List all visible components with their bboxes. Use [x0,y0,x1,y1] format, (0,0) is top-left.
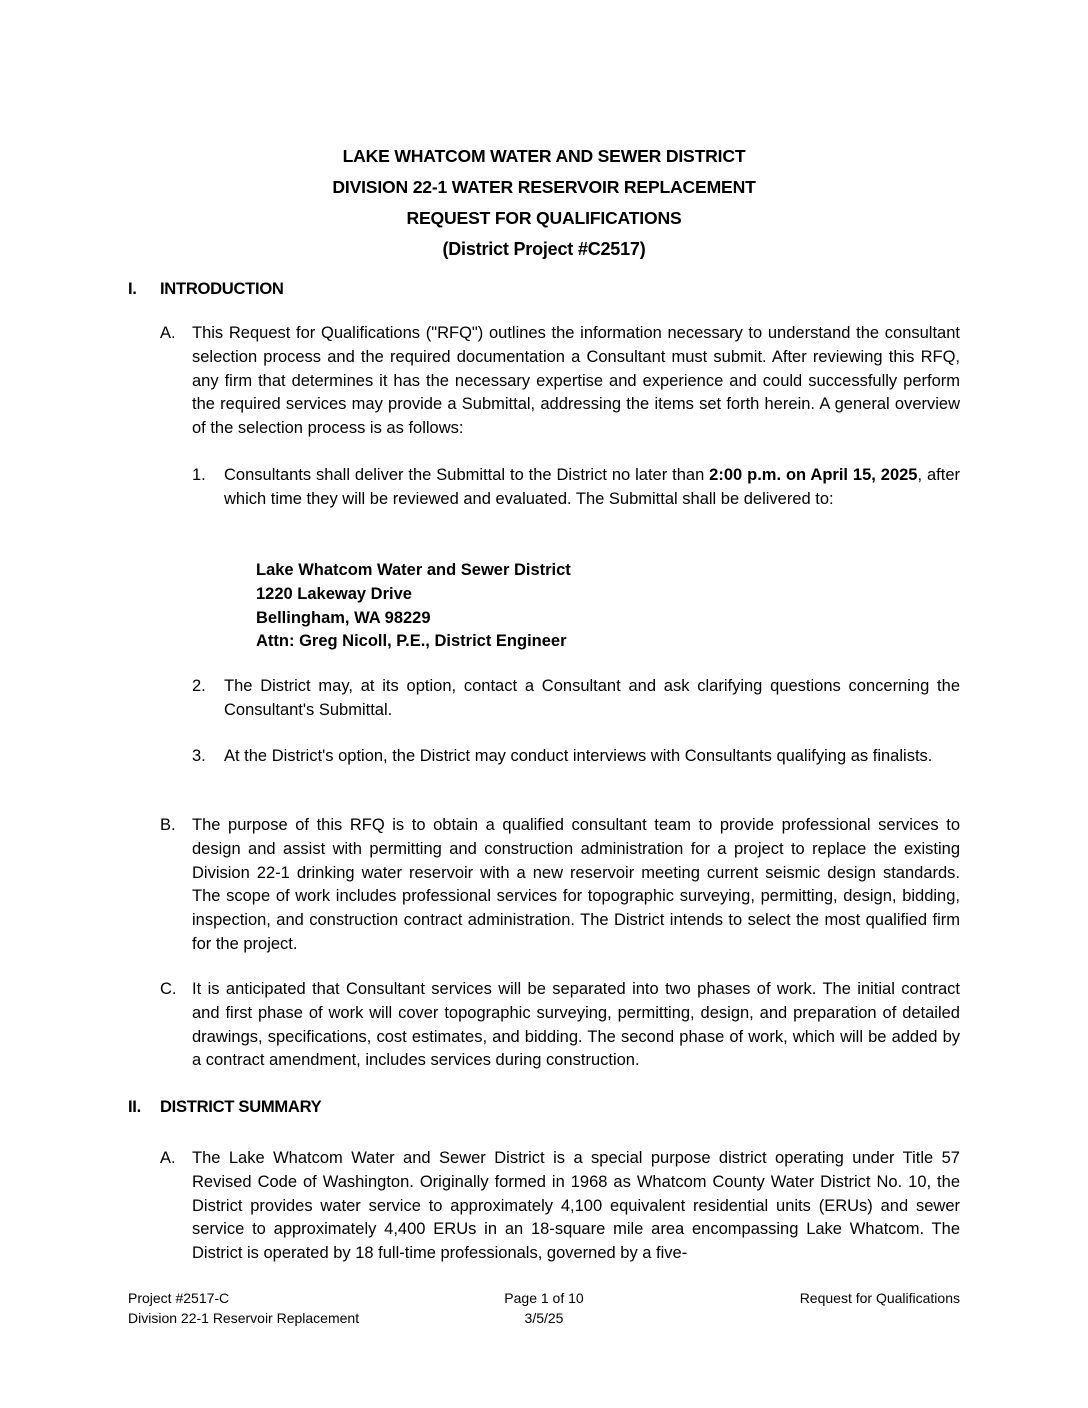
paragraph-marker: B. [160,816,176,834]
list-marker: 2. [192,677,206,695]
title-district-name: LAKE WHATCOM WATER AND SEWER DISTRICT [342,146,746,166]
paragraph-text: This Request for Qualifications ("RFQ") outlines the information necessary to understand the consultant selection process and the required documentation a Consultant must submit. After reviewing this RFQ, any firm that determines it has the necessary expertise and experience and could successfully perform the required services may provide a Submittal, addressing the items set forth herein. A general overview of the selection process is as follows: [192,324,960,438]
delivery-address [256,559,571,654]
paragraph-marker: A. [160,324,176,342]
section-title: INTRODUCTION [160,279,284,298]
paragraph-marker: C. [160,980,177,998]
paragraph-text: It is anticipated that Consultant services will be separated into two phases of work. The initial contract and first phase of work will cover topographic surveying, permitting, design, and preparation of detailed drawings, specifications, cost estimates, and bidding. The second phase of work, which will be added by a contract amendment, includes services during construction. [192,980,960,1070]
list-text-before: Consultants shall deliver the Submittal to the District no later than [224,466,710,484]
section-title: DISTRICT SUMMARY [160,1097,322,1116]
list-marker: 1. [192,466,206,484]
address-city: Bellingham, WA 98229 [256,608,431,627]
list-item-3 [192,745,960,769]
footer-left [128,1288,359,1328]
title-project-name: DIVISION 22-1 WATER RESERVOIR REPLACEMENT [332,177,756,197]
paragraph-1b [160,814,960,957]
title-project-number: (District Project #C2517) [442,239,646,259]
list-text: The District may, at its option, contact a Consultant and ask clarifying questions concerning the Consultant's Submittal. [224,677,960,719]
section-number: II. [128,1097,141,1116]
list-item-2 [192,675,960,723]
address-street: 1220 Lakeway Drive [256,584,412,603]
section-heading-district-summary [128,1097,321,1117]
address-attention: Attn: Greg Nicoll, P.E., District Engineer [256,632,567,651]
footer-right [800,1288,960,1308]
footer-project-name: Division 22-1 Reservoir Replacement [128,1310,360,1326]
paragraph-marker: A. [160,1149,176,1167]
list-marker: 3. [192,747,206,765]
paragraph-2a [160,1147,960,1266]
footer-page-number: Page 1 of 10 [504,1290,584,1306]
title-document-type: REQUEST FOR QUALIFICATIONS [406,208,682,228]
list-text-after: , after which time they will be reviewed and evaluated. The Submittal shall be delivered to: [224,466,961,508]
list-text: At the District's option, the District may conduct interviews with Consultants qualifying as finalists. [224,747,933,765]
footer-project-number: Project #2517-C [128,1290,230,1306]
footer-document-type: Request for Qualifications [799,1290,960,1306]
paragraph-1c [160,978,960,1073]
paragraph-text: The Lake Whatcom Water and Sewer District is a special purpose district operating under Title 57 Revised Code of Washington. Originally formed in 1968 as Whatcom County Water District No. 10, the District provides water service to approximately 4,100 equivalent residential units (ERUs) and sewer service to approximately 4,400 ERUs in an 18-square mile area encompassing Lake Whatcom. The District is operated by 18 full-time professionals, governed by a five- [192,1149,960,1263]
document-title [0,141,1088,265]
footer-center [444,1288,644,1328]
paragraph-text: The purpose of this RFQ is to obtain a qualified consultant team to provide professional services to design and assist with permitting and construction administration for a project to replace the existing Division 22-1 drinking water reservoir with a new reservoir meeting current seismic design standards. The scope of work includes professional services for topographic surveying, permitting, design, bidding, inspection, and construction contract administration. The District intends to select the most qualified firm for the project. [192,816,960,953]
list-item-1 [192,464,961,512]
footer-date: 3/5/25 [524,1310,564,1326]
submittal-deadline: 2:00 p.m. on April 15, 2025 [709,466,918,484]
paragraph-1a [160,322,960,441]
section-heading-introduction [128,279,284,299]
section-number: I. [128,279,137,298]
address-organization: Lake Whatcom Water and Sewer District [256,561,571,579]
